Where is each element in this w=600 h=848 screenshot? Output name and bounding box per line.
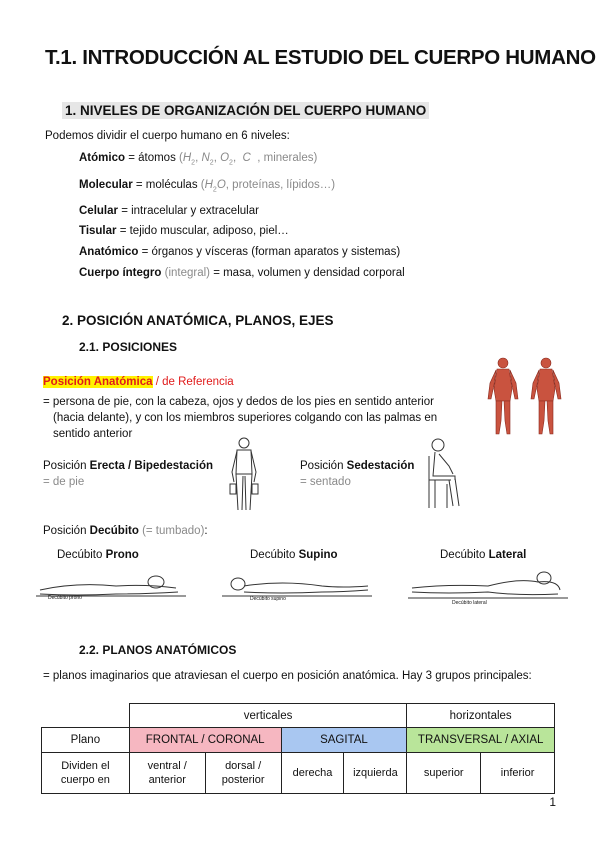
lateral-caption: Decúbito lateral [452, 600, 487, 606]
anatomical-desc-line-1: = persona de pie, con la cabeza, ojos y dedos de los pies en sentido anterior [43, 396, 434, 408]
supine-caption: Decúbito supino [250, 596, 286, 602]
plano-header: Plano [42, 728, 130, 753]
level-atomico: Atómico = átomos ($H_2$, $N_2$, $O_2$, C , minerales) [79, 152, 318, 167]
erecta-position: Posición Erecta / Bipedestación [43, 460, 214, 472]
decubito-prono-label: Decúbito Prono [57, 549, 139, 561]
dividen-header: Dividen el cuerpo en [42, 753, 130, 794]
superior-cell: superior [407, 753, 481, 794]
frontal-coronal-cell: FRONTAL / CORONAL [129, 728, 281, 753]
supine-figure-illustration [222, 568, 372, 602]
anatomical-figures-illustration [482, 355, 570, 437]
page-number: 1 [549, 795, 556, 809]
anatomical-desc-line-2: (hacia delante), y con los miembros superiores colgando con las palmas en [53, 412, 438, 424]
erecta-desc: = de pie [43, 476, 85, 488]
horizontales-header: horizontales [407, 704, 555, 728]
section-2-heading: 2. POSICIÓN ANATÓMICA, PLANOS, EJES [62, 313, 334, 328]
lateral-figure-illustration [408, 568, 568, 604]
derecha-cell: derecha [281, 753, 344, 794]
sagital-cell: SAGITAL [281, 728, 407, 753]
sedestacion-position: Posición Sedestación [300, 460, 415, 472]
izquierda-cell: izquierda [344, 753, 407, 794]
anatomical-desc-line-3: sentido anterior [53, 428, 133, 440]
verticales-header: verticales [129, 704, 407, 728]
planes-table [41, 703, 555, 794]
prone-caption: Decúbito prono [48, 595, 82, 601]
ventral-anterior-cell: ventral / anterior [129, 753, 205, 794]
level-celular: Celular = intracelular y extracelular [79, 205, 259, 217]
levels-intro: Podemos dividir el cuerpo humano en 6 niveles: [45, 130, 290, 142]
section-1-heading: 1. NIVELES DE ORGANIZACIÓN DEL CUERPO HUMANO [62, 103, 429, 118]
standing-figure-illustration [226, 436, 262, 514]
transversal-axial-cell: TRANSVERSAL / AXIAL [407, 728, 555, 753]
level-cuerpo-integro: Cuerpo íntegro (integral) = masa, volumen y densidad corporal [79, 267, 405, 279]
level-anatomico: Anatómico = órganos y vísceras (forman aparatos y sistemas) [79, 246, 401, 258]
decubito-lateral-label: Decúbito Lateral [440, 549, 527, 561]
dorsal-posterior-cell: dorsal / posterior [205, 753, 281, 794]
level-tisular: Tisular = tejido muscular, adiposo, piel… [79, 225, 289, 237]
sedestacion-desc: = sentado [300, 476, 351, 488]
inferior-cell: inferior [481, 753, 555, 794]
seated-figure-illustration [425, 436, 471, 512]
anatomical-position-label: Posición Anatómica / de Referencia [43, 376, 234, 388]
subsection-planos: 2.2. PLANOS ANATÓMICOS [79, 643, 237, 657]
decubito-position: Posición Decúbito (= tumbado): [43, 525, 208, 537]
empty-corner-cell [42, 704, 130, 728]
decubito-supino-label: Decúbito Supino [250, 549, 338, 561]
level-molecular: Molecular = moléculas ($H_2O$, proteínas, lípidos…) [79, 179, 336, 194]
page-title: T.1. INTRODUCCIÓN AL ESTUDIO DEL CUERPO HUMANO [45, 46, 596, 69]
subsection-posiciones: 2.1. POSICIONES [79, 340, 178, 354]
planos-desc: = planos imaginarios que atraviesan el cuerpo en posición anatómica. Hay 3 grupos principales: [43, 670, 532, 682]
